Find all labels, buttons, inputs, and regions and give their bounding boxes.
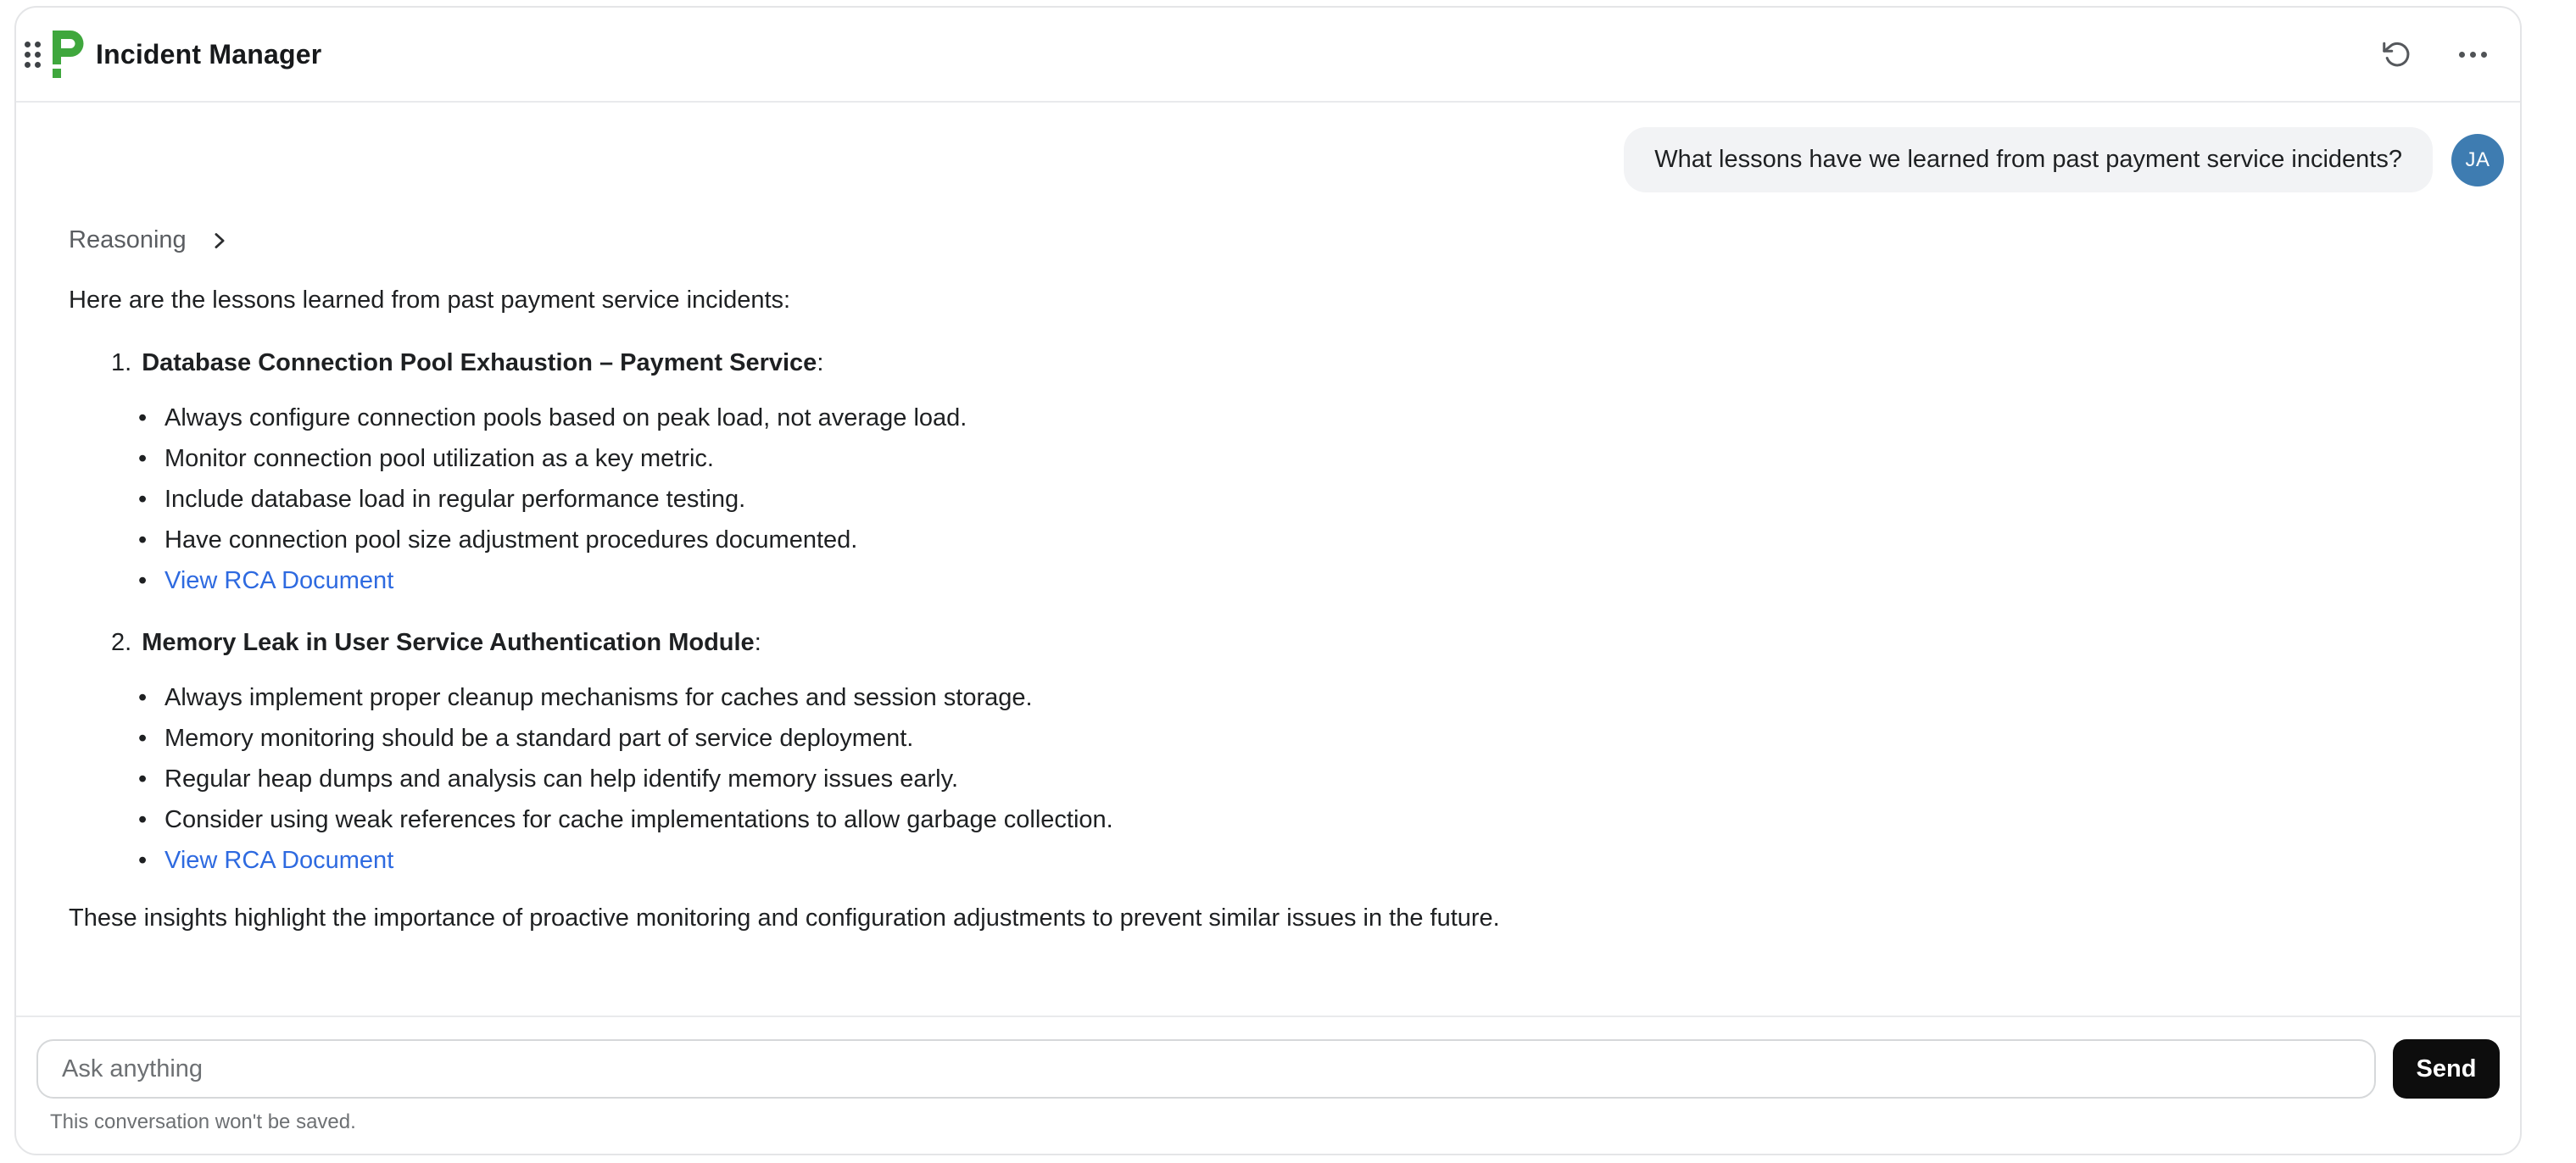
view-rca-link[interactable]: View RCA Document xyxy=(164,567,394,594)
lesson-item: • Monitor connection pool utilization as a key metric. xyxy=(164,438,2482,479)
reasoning-label: Reasoning xyxy=(69,226,187,253)
ask-input[interactable] xyxy=(36,1039,2376,1099)
send-button[interactable]: Send xyxy=(2393,1039,2500,1099)
lesson-item: • Include database load in regular performance testing. xyxy=(164,479,2482,520)
lesson-item: • Consider using weak references for cache implementations to allow garbage collection. xyxy=(164,799,2482,840)
assistant-closing-text: These insights highlight the importance of proactive monitoring and configuration adjustments to prevent similar issues in the future. xyxy=(69,904,1500,932)
user-message-bubble: What lessons have we learned from past payment service incidents? xyxy=(1624,127,2433,192)
pega-logo-icon xyxy=(53,31,84,78)
lesson-item: • Regular heap dumps and analysis can help identify memory issues early. xyxy=(164,759,2482,799)
composer-area xyxy=(16,1016,2520,1154)
conversation-disclaimer: This conversation won't be saved. xyxy=(50,1110,356,1133)
incident-title: Database Connection Pool Exhaustion – Payment Service xyxy=(142,349,817,376)
incident-heading xyxy=(111,343,2482,382)
incident-title: Memory Leak in User Service Authentication Module xyxy=(142,629,755,656)
more-options-button[interactable] xyxy=(2452,34,2493,75)
rca-link-item xyxy=(164,840,2482,881)
view-rca-link[interactable]: View RCA Document xyxy=(164,847,394,874)
reset-conversation-button[interactable] xyxy=(2376,34,2417,75)
assistant-intro-text: Here are the lessons learned from past payment service incidents: xyxy=(69,287,791,314)
rca-link-item xyxy=(164,560,2482,601)
lesson-item: • Have connection pool size adjustment procedures documented. xyxy=(164,520,2482,560)
panel-header xyxy=(16,8,2520,103)
incident-title-suffix: : xyxy=(754,629,761,656)
incident-number: 1. xyxy=(111,349,132,376)
user-avatar: JA xyxy=(2451,134,2504,186)
incident-item-2 xyxy=(111,623,2482,881)
chat-transcript xyxy=(16,103,2520,1016)
lessons-list xyxy=(111,398,2482,601)
drag-handle-icon[interactable] xyxy=(25,42,41,68)
incident-number: 2. xyxy=(111,629,132,656)
user-message-row xyxy=(69,127,2504,192)
incident-heading xyxy=(111,623,2482,662)
incident-title-suffix: : xyxy=(817,349,824,376)
lesson-item: • Memory monitoring should be a standard part of service deployment. xyxy=(164,718,2482,759)
lesson-item: • Always configure connection pools based on peak load, not average load. xyxy=(164,398,2482,438)
incident-item-1 xyxy=(111,343,2482,601)
lessons-list xyxy=(111,677,2482,881)
ellipsis-icon xyxy=(2459,52,2487,58)
reasoning-expander[interactable] xyxy=(69,226,227,254)
reset-icon xyxy=(2381,39,2412,70)
chevron-right-icon xyxy=(212,231,227,250)
lesson-item: • Always implement proper cleanup mechanisms for caches and session storage. xyxy=(164,677,2482,718)
incident-manager-panel xyxy=(14,6,2522,1155)
page-title: Incident Manager xyxy=(96,38,322,70)
incident-list xyxy=(69,343,2482,881)
